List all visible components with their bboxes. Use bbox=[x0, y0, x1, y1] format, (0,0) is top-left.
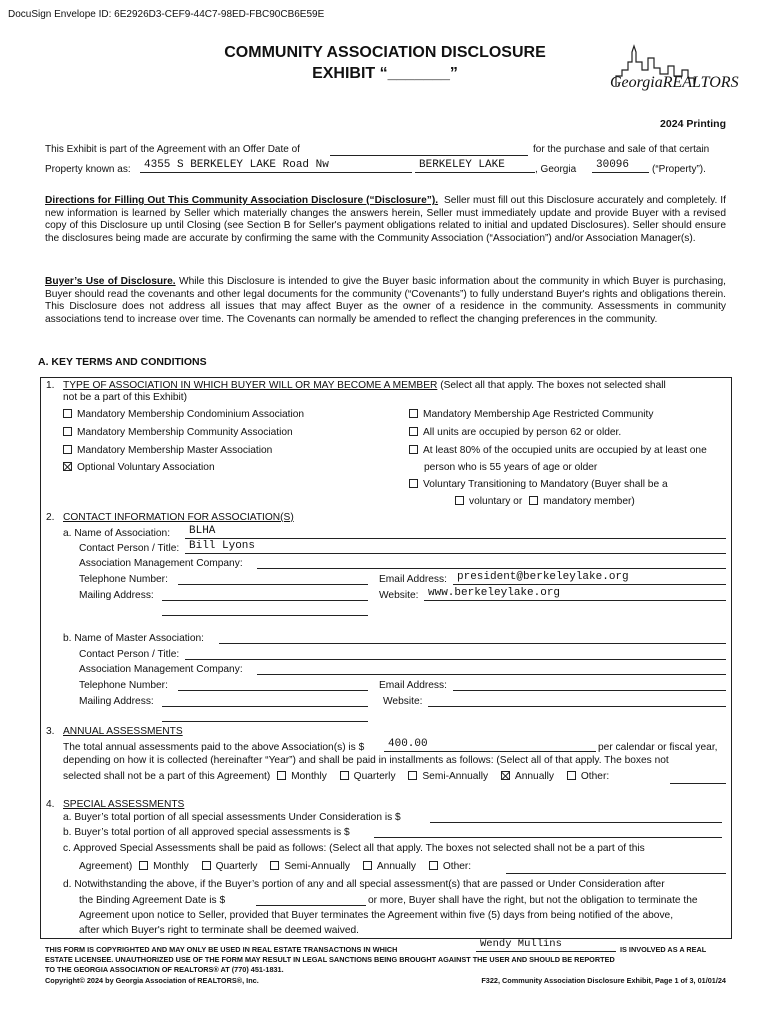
contact-value: Bill Lyons bbox=[189, 540, 256, 552]
directions-paragraph bbox=[45, 195, 726, 245]
footer-line1-post: IS INVOLVED AS A REAL bbox=[620, 945, 707, 954]
master-name-label: b. Name of Master Association: bbox=[63, 633, 204, 644]
special-opt-annually[interactable] bbox=[363, 861, 416, 872]
mailing-field-2[interactable] bbox=[162, 603, 368, 616]
mgmt-label: Association Management Company: bbox=[79, 558, 243, 569]
voluntary-label: voluntary or bbox=[469, 496, 523, 507]
s4-d2-post: or more, Buyer shall have the right, but not the obligation to terminate the bbox=[368, 895, 698, 906]
s1-heading: TYPE OF ASSOCIATION IN WHICH BUYER WILL OR MAY BECOME A MEMBER bbox=[63, 380, 438, 391]
master-website-label: Website: bbox=[383, 696, 423, 707]
master-mailing-field[interactable] bbox=[162, 694, 368, 707]
website-value: www.berkeleylake.org bbox=[428, 587, 561, 599]
s3-line1-post: per calendar or fiscal year, bbox=[598, 742, 718, 753]
master-email-field[interactable] bbox=[453, 678, 726, 691]
s1-right-option-1[interactable] bbox=[409, 427, 621, 440]
property-city-field[interactable] bbox=[415, 160, 535, 173]
s1-right-label-0: Mandatory Membership Age Restricted Community bbox=[423, 409, 654, 420]
special-opt-label-0: Monthly bbox=[153, 861, 189, 872]
annual-opt-label-3: Annually bbox=[514, 771, 555, 782]
assoc-name-label: a. Name of Association: bbox=[63, 528, 171, 539]
contact-label: Contact Person / Title: bbox=[79, 543, 180, 554]
s1-left-label-0: Mandatory Membership Condominium Association bbox=[77, 409, 305, 420]
email-label: Email Address: bbox=[379, 574, 447, 585]
master-mailing-label: Mailing Address: bbox=[79, 696, 154, 707]
checkbox-special-other[interactable] bbox=[429, 861, 438, 870]
s3-line3-pre: selected shall not be a part of this Agreement) bbox=[63, 771, 271, 782]
annual-amount-value: 400.00 bbox=[388, 738, 428, 750]
envelope-id: DocuSign Envelope ID: 6E2926D3-CEF9-44C7-98ED-FBC90CB6E59E bbox=[8, 9, 325, 20]
buyer-use-heading: Buyer’s Use of Disclosure. bbox=[45, 276, 176, 287]
directions-text: Seller must fill out this Disclosure accurately and completely. If new information is learned by Seller which materially changes the answers herein, Seller must immediately update and provide Buyer with a revised copy of this Disclosure up until Closing (see Section B for Seller's payment obligations related to initial and updated Disclosures). Seller should ensure the disclosures being made are accurate by confirming the same with the Community Association (“Association”) and/or Association Manager(s). bbox=[45, 195, 726, 244]
master-phone-field[interactable] bbox=[178, 678, 368, 691]
checkbox-transitioning[interactable] bbox=[409, 479, 418, 488]
master-website-field[interactable] bbox=[428, 694, 726, 707]
checkbox-optional-voluntary[interactable] bbox=[63, 462, 72, 471]
s4-d1: d. Notwithstanding the above, if the Buyer’s portion of any and all special assessment(s) that are passed or Under Consideration after bbox=[63, 879, 665, 890]
special-opt-quarterly[interactable] bbox=[202, 861, 258, 872]
property-address-field[interactable] bbox=[140, 160, 412, 173]
s1-left-label-3: Optional Voluntary Association bbox=[77, 462, 215, 473]
approved-amount-field[interactable] bbox=[374, 825, 722, 838]
s1-left-label-2: Mandatory Membership Master Association bbox=[77, 445, 273, 456]
s1-right-option-3[interactable] bbox=[409, 479, 668, 492]
footer-line3: TO THE GEORGIA ASSOCIATION OF REALTORS® AT (770) 451-1831. bbox=[45, 965, 284, 974]
annual-other-field[interactable] bbox=[670, 771, 726, 784]
s1-left-option-0[interactable] bbox=[63, 409, 304, 422]
threshold-amount-field[interactable] bbox=[256, 893, 366, 906]
property-label: Property known as: bbox=[45, 164, 131, 175]
master-contact-field[interactable] bbox=[185, 647, 726, 660]
buyer-use-text: While this Disclosure is intended to give the Buyer basic information about the community in which Buyer is purchasing, Buyer should read the covenants and other legal documents for the community (“Covenants”) to fully understand Buyer's rights and obligations therein. This Disclosure does not address all issues that may affect Buyer as the owner of a residence in the community. Assessments in community associations tend to increase over time. The Covenants can normally be amended to reflect the changing preferences in the community. bbox=[45, 276, 726, 325]
s3-num: 3. bbox=[46, 726, 55, 737]
s3-line2: depending on how it is collected (hereinafter “Year”) and shall be paid in installments as follows: (Select all of that apply. The boxes not bbox=[63, 755, 669, 766]
s4-a: a. Buyer’s total portion of all special assessments Under Consideration is $ bbox=[63, 812, 401, 823]
assoc-name-field[interactable] bbox=[185, 526, 726, 539]
member-type-row bbox=[455, 496, 635, 509]
annual-amount-field[interactable] bbox=[384, 739, 596, 752]
checkbox-annual-annually[interactable] bbox=[501, 771, 510, 780]
annual-opt-monthly[interactable] bbox=[277, 771, 327, 782]
mandatory-label: mandatory member) bbox=[543, 496, 635, 507]
special-opt-other[interactable] bbox=[429, 861, 471, 872]
s4-heading: SPECIAL ASSESSMENTS bbox=[63, 799, 185, 810]
footer-copyright: Copyright© 2024 by Georgia Association of REALTORS®, Inc. bbox=[45, 976, 259, 985]
checkbox-annual-semi[interactable] bbox=[408, 771, 417, 780]
master-contact-label: Contact Person / Title: bbox=[79, 649, 180, 660]
s1-left-option-2[interactable] bbox=[63, 445, 272, 458]
annual-opt-other[interactable] bbox=[567, 771, 609, 782]
special-opt-label-3: Annually bbox=[376, 861, 416, 872]
footer-form-id: F322, Community Association Disclosure Exhibit, Page 1 of 3, 01/01/24 bbox=[481, 976, 726, 985]
purchase-text: for the purchase and sale of that certain bbox=[533, 144, 710, 155]
zip-value: 30096 bbox=[596, 159, 630, 171]
s4-d2-pre: the Binding Agreement Date is $ bbox=[79, 895, 226, 906]
s3-line1-pre: The total annual assessments paid to the above Association(s) is $ bbox=[63, 742, 365, 753]
checkbox-special-quarterly[interactable] bbox=[202, 861, 211, 870]
master-mailing-field-2[interactable] bbox=[162, 709, 368, 722]
email-field[interactable] bbox=[453, 572, 726, 585]
georgia-realtors-logo bbox=[608, 40, 739, 100]
s1-right-label-1: All units are occupied by person 62 or older. bbox=[423, 427, 622, 438]
s2-heading: CONTACT INFORMATION FOR ASSOCIATION(S) bbox=[63, 512, 294, 523]
checkbox-special-semi[interactable] bbox=[270, 861, 279, 870]
master-phone-label: Telephone Number: bbox=[79, 680, 168, 691]
contact-field[interactable] bbox=[185, 541, 726, 554]
s3-heading: ANNUAL ASSESSMENTS bbox=[63, 726, 183, 737]
special-other-field[interactable] bbox=[506, 861, 726, 874]
s1-left-label-1: Mandatory Membership Community Association bbox=[77, 427, 293, 438]
s4-num: 4. bbox=[46, 799, 55, 810]
website-field[interactable] bbox=[424, 588, 726, 601]
checkbox-community[interactable] bbox=[63, 427, 72, 436]
checkbox-master[interactable] bbox=[63, 445, 72, 454]
s4-c-options bbox=[79, 861, 471, 874]
master-email-label: Email Address: bbox=[379, 680, 447, 691]
s4-d4: after which Buyer's right to terminate shall be deemed waived. bbox=[79, 925, 359, 936]
s1-right-label-3: Voluntary Transitioning to Mandatory (Buyer shall be a bbox=[423, 479, 668, 490]
checkbox-80-percent[interactable] bbox=[409, 445, 418, 454]
section-a-heading: A. KEY TERMS AND CONDITIONS bbox=[38, 356, 207, 368]
s4-d3: Agreement upon notice to Seller, provided that Buyer terminates the Agreement within five (5) days from being notified of the above, bbox=[79, 910, 674, 921]
email-value: president@berkeleylake.org bbox=[457, 571, 629, 583]
special-opt-semi[interactable] bbox=[270, 861, 350, 872]
checkbox-annual-other[interactable] bbox=[567, 771, 576, 780]
annual-opt-label-1: Quarterly bbox=[353, 771, 396, 782]
s1-heading-line bbox=[63, 380, 666, 393]
logo-text: GeorgiaREALTORS bbox=[610, 74, 739, 91]
s4-c: c. Approved Special Assessments shall be paid as follows: (Select all that apply. The boxes not selected shall not be a part of this bbox=[63, 843, 645, 854]
annual-opt-label-4: Other: bbox=[580, 771, 610, 782]
s2-num: 2. bbox=[46, 512, 55, 523]
master-name-field[interactable] bbox=[219, 631, 726, 644]
s1-note-cont: not be a part of this Exhibit) bbox=[63, 392, 188, 403]
offer-date-label: This Exhibit is part of the Agreement with an Offer Date of bbox=[45, 144, 300, 155]
checkbox-special-annually[interactable] bbox=[363, 861, 372, 870]
mailing-label: Mailing Address: bbox=[79, 590, 154, 601]
checkbox-annual-quarterly[interactable] bbox=[340, 771, 349, 780]
s1-left-option-1[interactable] bbox=[63, 427, 293, 440]
exhibit-title: EXHIBIT “_______” bbox=[312, 65, 458, 82]
buyer-use-paragraph bbox=[45, 276, 726, 326]
mailing-field[interactable] bbox=[162, 588, 368, 601]
website-label: Website: bbox=[379, 590, 419, 601]
property-address-value: 4355 S BERKELEY LAKE Road Nw bbox=[144, 159, 329, 171]
assoc-name-value: BLHA bbox=[189, 525, 216, 537]
checkbox-special-monthly[interactable] bbox=[139, 861, 148, 870]
checkbox-62-or-older[interactable] bbox=[409, 427, 418, 436]
s1-right-option-2[interactable] bbox=[409, 445, 707, 458]
special-opt-label-1: Quarterly bbox=[215, 861, 258, 872]
georgia-label: , Georgia bbox=[535, 164, 577, 175]
s1-left-option-3[interactable] bbox=[63, 462, 215, 475]
master-mgmt-field[interactable] bbox=[257, 662, 726, 675]
footer-line2: ESTATE LICENSEE. UNAUTHORIZED USE OF THE FORM MAY RESULT IN LEGAL SANCTIONS BEING BROUGHT AGAINST THE USER AND SHOULD BE REPORTED bbox=[45, 955, 615, 964]
annual-opt-label-0: Monthly bbox=[291, 771, 327, 782]
s1-right-option-0[interactable] bbox=[409, 409, 653, 422]
printing-year: 2024 Printing bbox=[660, 118, 726, 130]
phone-label: Telephone Number: bbox=[79, 574, 168, 585]
property-city-value: BERKELEY LAKE bbox=[419, 159, 505, 171]
annual-opt-label-2: Semi-Annually bbox=[422, 771, 489, 782]
s1-right-label-2: At least 80% of the occupied units are occupied by at least one bbox=[423, 445, 707, 456]
annual-opt-quarterly[interactable] bbox=[340, 771, 396, 782]
master-mgmt-label: Association Management Company: bbox=[79, 664, 243, 675]
checkbox-voluntary-member[interactable] bbox=[455, 496, 464, 505]
special-opt-label-2: Semi-Annually bbox=[284, 861, 351, 872]
annual-opt-annually[interactable] bbox=[501, 771, 554, 782]
phone-field[interactable] bbox=[178, 572, 368, 585]
special-opt-monthly[interactable] bbox=[139, 861, 189, 872]
s1-note: (Select all that apply. The boxes not selected shall bbox=[440, 380, 666, 391]
zip-field[interactable] bbox=[592, 160, 649, 173]
s4-c-pre: Agreement) bbox=[79, 861, 133, 872]
directions-heading: Directions for Filling Out This Community Association Disclosure (“Disclosure”). bbox=[45, 195, 439, 206]
form-title: COMMUNITY ASSOCIATION DISCLOSURE bbox=[224, 44, 546, 61]
footer-line1-pre: THIS FORM IS COPYRIGHTED AND MAY ONLY BE USED IN REAL ESTATE TRANSACTIONS IN WHICH bbox=[45, 945, 398, 954]
annual-opt-semi[interactable] bbox=[408, 771, 488, 782]
licensee-value: Wendy Mullins bbox=[480, 938, 562, 950]
consideration-amount-field[interactable] bbox=[430, 810, 722, 823]
mgmt-field[interactable] bbox=[257, 556, 726, 569]
licensee-field[interactable] bbox=[476, 938, 616, 952]
s3-line3 bbox=[63, 771, 609, 784]
s1-num: 1. bbox=[46, 380, 55, 391]
checkbox-annual-monthly[interactable] bbox=[277, 771, 286, 780]
checkbox-age-restricted[interactable] bbox=[409, 409, 418, 418]
offer-date-field[interactable] bbox=[330, 143, 528, 156]
checkbox-condo[interactable] bbox=[63, 409, 72, 418]
s1-right-cont: person who is 55 years of age or older bbox=[424, 462, 598, 473]
s4-b: b. Buyer’s total portion of all approved special assessments is $ bbox=[63, 827, 350, 838]
special-opt-label-4: Other: bbox=[442, 861, 472, 872]
checkbox-mandatory-member[interactable] bbox=[529, 496, 538, 505]
property-suffix: (“Property”). bbox=[652, 164, 706, 175]
